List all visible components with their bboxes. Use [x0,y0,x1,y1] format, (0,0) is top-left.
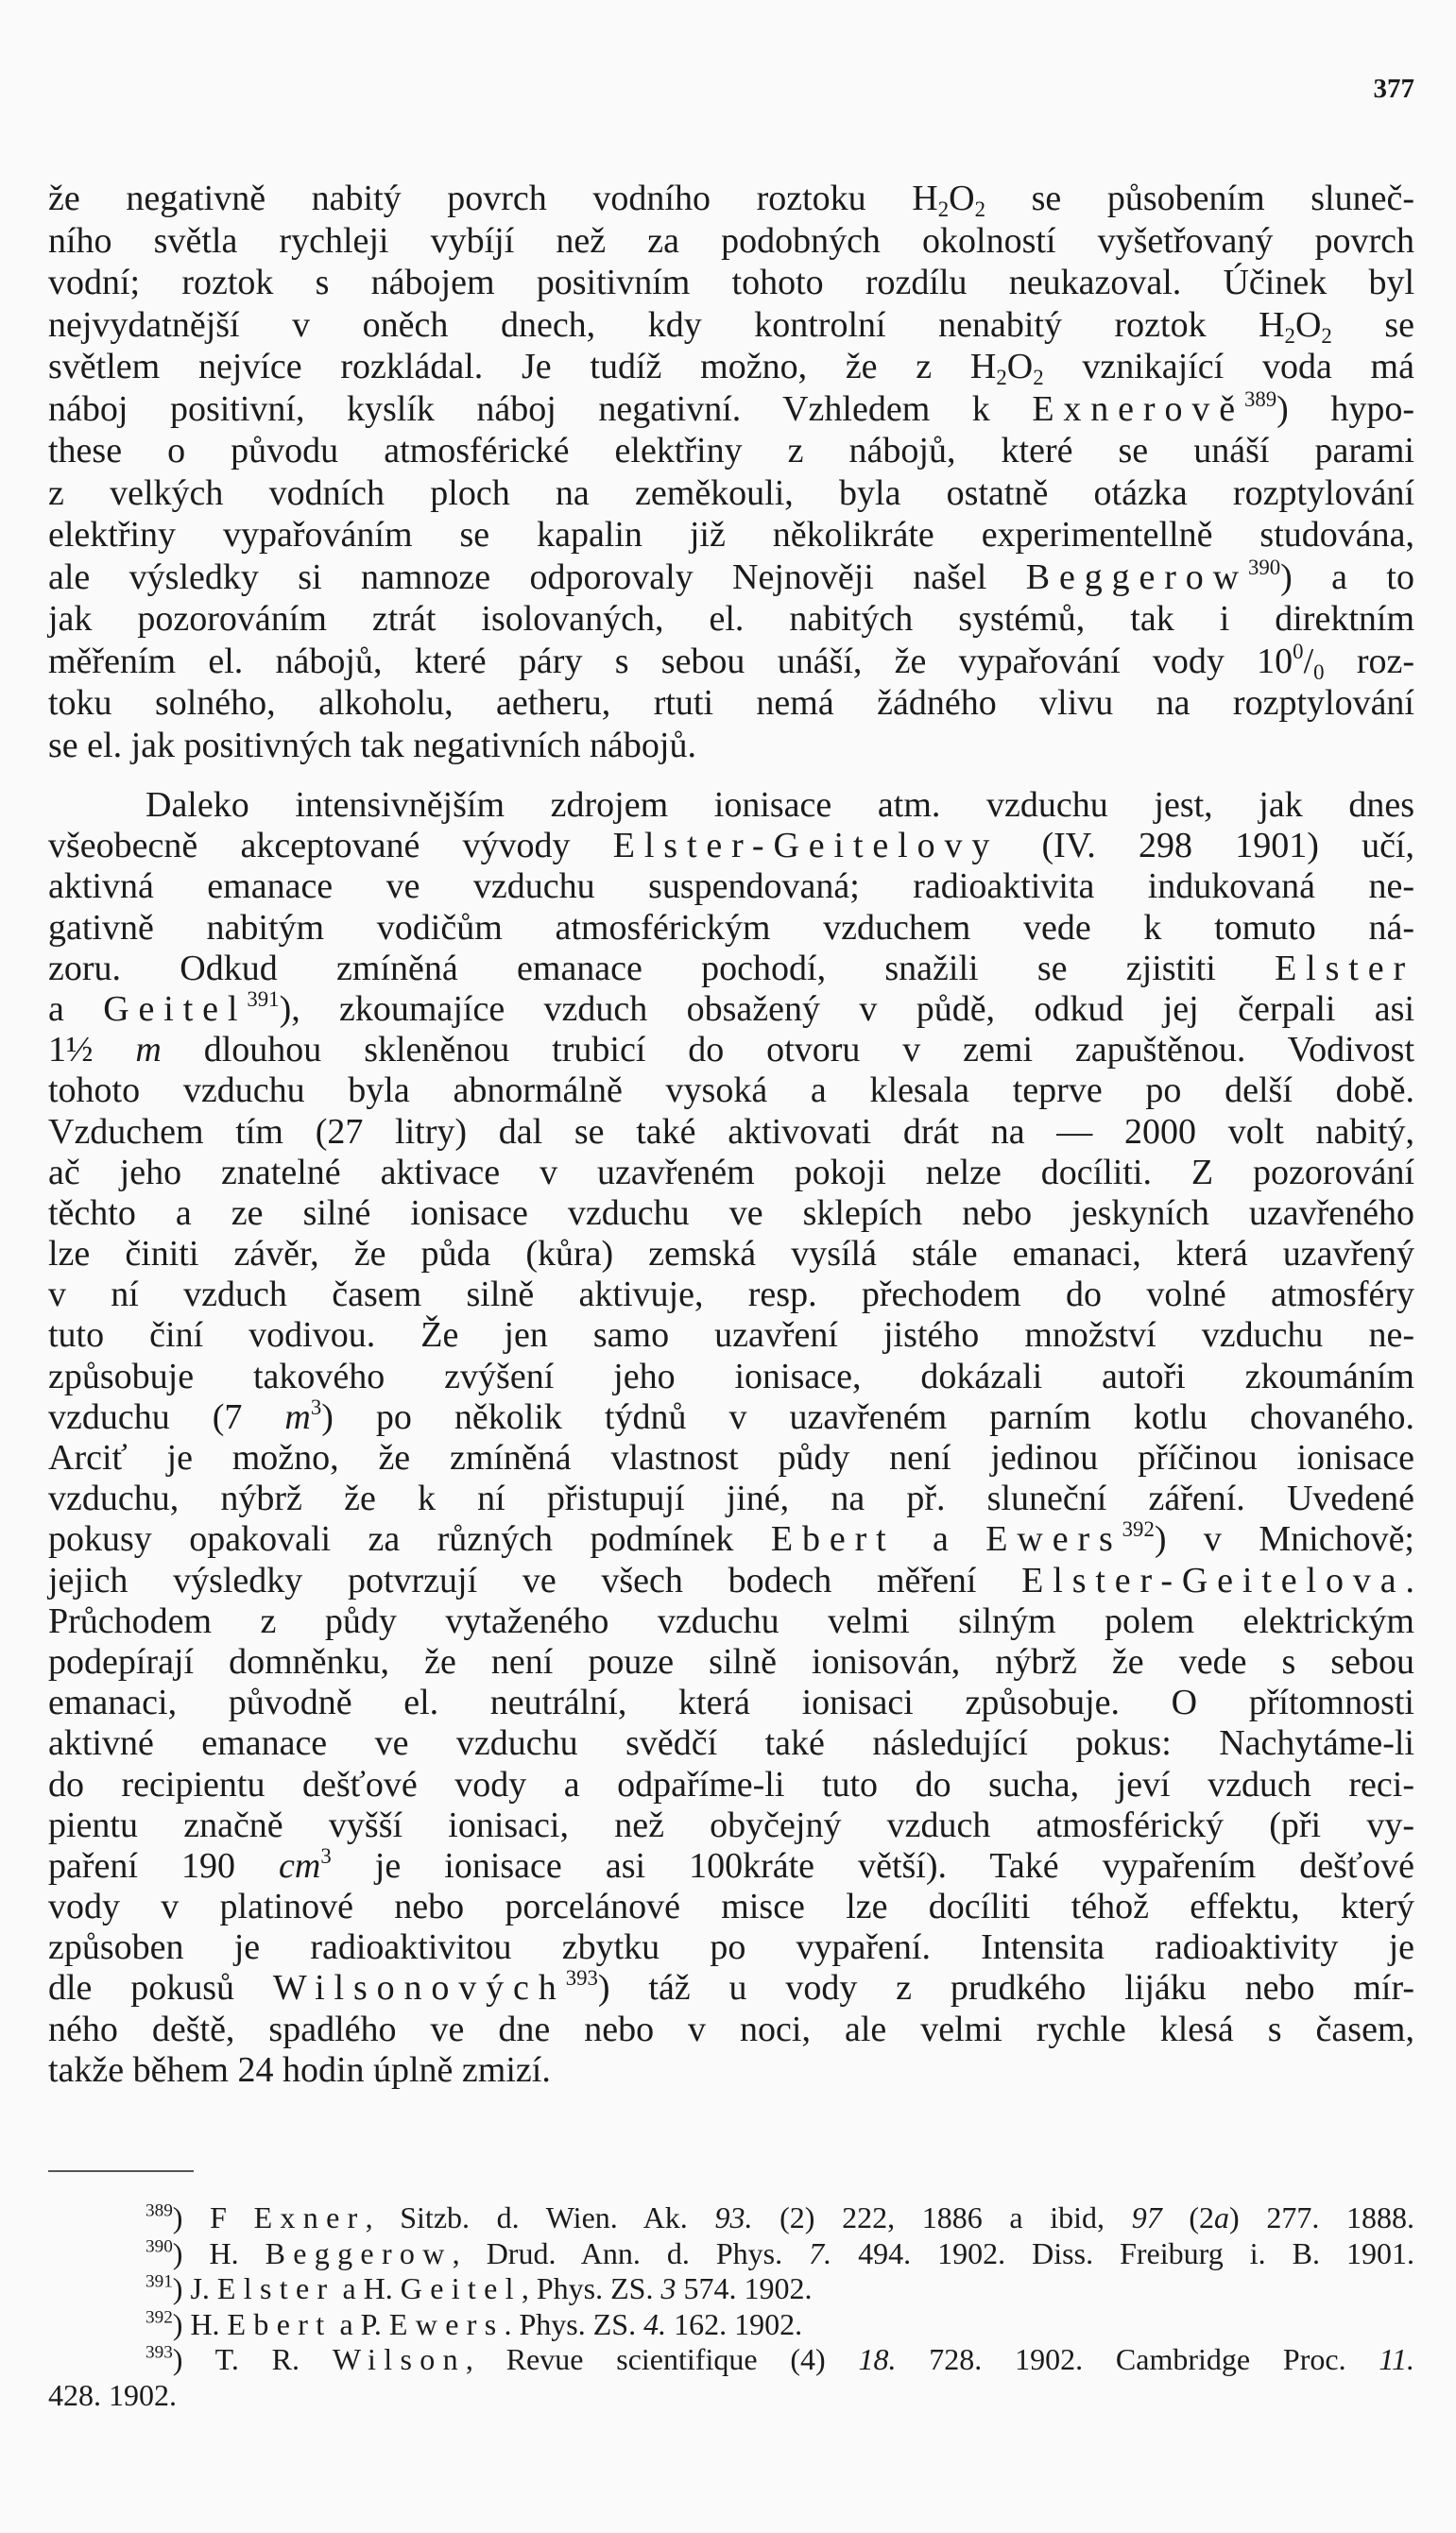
text-line [48,472,1414,515]
footnote-divider [48,2170,194,2172]
superscript: 393 [565,1966,598,1991]
text-run: Daleko intensivnějším zdrojem ionisace atm. vzduchu jest, jak dnes [146,785,1414,825]
text-run: / [1303,641,1314,681]
text-run: ale výsledky si namnoze odporovaly Nejnověji našel [48,556,1026,597]
text-run: ) 277. 1888. [1229,2200,1415,2234]
spaced-name: Elster-Geitelovy [612,826,1000,866]
italic-text: 18. [858,2342,897,2376]
text-run: a [895,1519,986,1560]
text-line [48,866,1414,907]
spaced-name: Elster [1275,948,1414,988]
text-line [48,1806,1414,1846]
superscript: 391 [247,987,280,1012]
italic-text: 3 [660,2271,677,2305]
text-run: Průchodem z půdy vytaženého vzduchu velmi silným polem elektrickým [48,1600,1414,1641]
text-run: O [1294,304,1322,345]
text-run: emanaci, původně el. neutrální, která ionisaci způsobuje. O přítomnosti [48,1683,1414,1723]
superscript: 391 [146,2271,173,2292]
spaced-name: Exner [253,2200,366,2234]
subscript: 2 [1033,365,1044,389]
subscript: 2 [937,197,950,221]
text-run: zoru. Odkud zmíněná emanace pochodí, snažili se zjistiti [48,948,1276,988]
text-run: měřením el. nábojů, které páry s sebou unáší, že vypařování vody 10 [48,641,1293,681]
text-line [48,908,1414,949]
text-run: se působením sluneč- [985,179,1415,218]
text-line [48,1561,1414,1601]
text-run: , Sitzb. d. Wien. Ak. [365,2200,715,2234]
text-run: jak pozorováním ztrát isolovaných, el. nabitých systémů, tak i direktním [48,599,1414,639]
text-line [48,641,1414,683]
spaced-name: Beggerow [265,2235,453,2270]
text-line [48,949,1414,989]
text-line [48,682,1414,725]
superscript: 392 [1122,1517,1155,1542]
text-line [48,178,1414,220]
footnote [48,2342,1414,2413]
footnote-line [48,2307,1414,2343]
text-run: podepírají domněnku, že není pouze silně ionisován, nýbrž že vede s sebou [48,1641,1414,1682]
text-run: , Phys. ZS. [521,2271,661,2305]
text-run: pokusy opakovali za různých podmínek [48,1519,771,1560]
footnote [48,2271,1414,2307]
text-run: paření 190 [48,1845,280,1886]
text-run: ) a to [1280,556,1414,597]
text-run: nejvydatnější v oněch dnech, kdy kontrolní nenabitý roztok H [48,304,1285,345]
paragraph [48,785,1414,2091]
spaced-name: Ebert [770,1519,896,1560]
text-run: a [48,988,104,1029]
footnote-line [48,2342,1414,2378]
superscript: 393 [146,2342,173,2363]
text-run: 1½ [48,1030,136,1070]
italic-text: a [1214,2200,1230,2234]
text-run: roz- [1324,641,1414,681]
superscript: 0 [1293,639,1304,663]
text-run: ) v Mnichově; [1154,1519,1414,1560]
text-run: aktivná emanace ve vzduchu suspendovaná; radioaktivita indukovaná ne- [48,866,1414,907]
text-run: pientu značně vyšší ionisaci, než obyčejný vzduch atmosférický (při vy- [48,1805,1414,1845]
text-run: do recipientu dešťové vody a odpaříme-li tuto do sucha, jeví vzduch reci- [48,1764,1414,1805]
text-run: ), zkoumajíce vzduch obsažený v půdě, odkud jej čerpali asi [279,988,1414,1029]
text-run: dlouhou skleněnou trubicí do otvoru v zemi zapuštěnou. Vodivost [161,1030,1415,1070]
text-run: ) H. [172,2306,228,2341]
text-run: tuto činí vodivou. Že jen samo uzavření jistého množství vzduchu ne- [48,1315,1414,1356]
text-run: světlem nejvíce rozkládal. Je tudíž možno, že z H [48,347,997,386]
text-run: ního světla rychleji vybíjí než za podobných okolností vyšetřovaný povrch [48,220,1414,261]
text-run: a H. [334,2271,401,2305]
text-run: tohoto vzduchu byla abnormálně vysoká a klesala teprve po delší době. [48,1070,1414,1111]
text-run: způsobuje takového zvýšení jeho ionisace, dokázali autoři zkoumáním [48,1356,1414,1396]
italic-text: m [284,1396,311,1437]
superscript: 3 [320,1844,332,1869]
text-line [48,1642,1414,1683]
text-line [48,514,1414,556]
text-run: se el. jak positivných tak negativních nábojů. [48,725,696,765]
footnote-line [48,2378,1414,2414]
text-run: aktivné emanace ve vzduchu svědčí také následující pokus: Nachytáme-li [48,1723,1414,1764]
text-run: Vzduchem tím (27 litry) dal se také aktivovati drát na — 2000 volt nabitý, [48,1111,1414,1152]
text-line [48,304,1414,347]
text-line [48,556,1414,599]
italic-text: 97 [1131,2200,1162,2234]
text-run: vznikající voda má [1043,347,1414,386]
text-run: 162. 1902. [666,2306,803,2341]
text-line [48,1193,1414,1234]
text-line [48,1030,1414,1070]
superscript: 389 [1243,386,1277,411]
text-line [48,1765,1414,1806]
text-run: (IV. 298 1901) učí, [999,826,1414,866]
text-run: 494. 1902. Diss. Freiburg i. B. 1901. [831,2235,1415,2270]
text-line [48,1153,1414,1193]
text-line [48,2050,1414,2091]
footnote [48,2200,1414,2236]
text-run: (2) 222, 1886 a ibid, [752,2200,1132,2234]
text-run: dle pokusů [48,1968,273,2009]
text-line [48,1070,1414,1111]
text-run: takže během 24 hodin úplně zmizí. [48,2049,551,2090]
text-run: ) po několik týdnů v uzavřeném parním kotlu chovaného. [321,1396,1414,1437]
text-line [48,1275,1414,1315]
text-line [48,598,1414,641]
text-run: ) táž u vody z prudkého lijáku nebo mír- [597,1968,1414,2009]
text-run: Arciť je možno, že zmíněná vlastnost půdy není jedinou příčinou ionisace [48,1438,1414,1478]
body-text [48,178,1414,2091]
text-line [48,2010,1414,2050]
text-line [48,262,1414,304]
text-run: . Phys. ZS. [504,2306,644,2341]
text-line [48,1357,1414,1397]
italic-text: 7. [809,2235,832,2270]
text-line [48,346,1414,388]
text-line [48,725,1414,767]
text-line [48,1887,1414,1927]
italic-text: 93. [714,2200,753,2234]
text-run: je ionisace asi 100kráte větší). Také vypařením dešťové [331,1845,1414,1886]
text-run: (2 [1161,2200,1215,2234]
text-line [48,1968,1414,2009]
text-run: 574. 1902. [676,2271,813,2305]
text-run: ) hypo- [1276,388,1414,429]
footnote-line [48,2200,1414,2236]
spaced-name: Ewers [388,2306,505,2341]
text-run: jejich výsledky potvrzují ve všech bodech měření [48,1560,1022,1600]
text-line [48,989,1414,1030]
spaced-name: Geitel [400,2271,522,2305]
subscript: 2 [1321,323,1332,348]
text-line [48,785,1414,826]
text-run: vody v platinové nebo porcelánové misce lze docíliti téhož effektu, který [48,1887,1414,1927]
text-run: že negativně nabitý povrch vodního roztoku H [48,179,938,218]
text-run: these o původu atmosférické elektřiny z nábojů, které se unáší parami [48,431,1414,471]
footnote [48,2236,1414,2272]
text-run: vodní; roztok s nábojem positivním tohoto rozdílu neukazoval. Účinek byl [48,263,1414,302]
text-line [48,220,1414,263]
footnotes [48,2200,1414,2413]
italic-text: 4. [643,2306,667,2341]
text-run: toku solného, alkoholu, aetheru, rtuti nemá žádného vlivu na rozptylování [48,683,1414,723]
spaced-name: Exnerově [1032,388,1244,429]
italic-text: m [135,1030,162,1070]
text-run: ) T. R. [172,2342,333,2376]
spaced-name: Wilsonových [272,1968,566,2009]
text-line [48,1397,1414,1438]
spaced-name: Geitel [103,988,248,1029]
text-line [48,826,1414,866]
text-run: ) F [172,2200,254,2234]
text-line [48,1683,1414,1723]
superscript: 392 [146,2307,173,2328]
text-line [48,1601,1414,1642]
text-line [48,1927,1414,1968]
page-number: 377 [1373,74,1414,104]
text-line [48,1315,1414,1356]
text-line [48,388,1414,431]
superscript: 389 [146,2200,173,2221]
text-run: z velkých vodních ploch na zeměkouli, byla ostatně otázka rozptylování [48,472,1414,513]
superscript: 390 [1247,555,1281,579]
subscript: 2 [996,365,1007,389]
text-run: ač jeho znatelné aktivace v uzavřeném pokoji nelze docíliti. Z pozorování [48,1152,1414,1192]
footnote [48,2307,1414,2343]
text-run: způsoben je radioaktivitou zbytku po vypaření. Intensita radioaktivity je [48,1927,1414,1968]
spaced-name: Beggerow [1025,556,1248,597]
text-run: ného deště, spadlého ve dne nebo v noci, ale velmi rychle klesá s časem, [48,2009,1414,2049]
text-run: lze činiti závěr, že půda (kůra) zemská vysílá stále emanaci, která uzavřený [48,1234,1414,1275]
text-run: . [1405,1560,1414,1600]
text-run: , Drud. Ann. d. Phys. [452,2235,810,2270]
text-run: O [1006,347,1034,386]
text-run: vzduchu (7 [48,1396,285,1437]
subscript: 2 [974,197,985,221]
text-line [48,1438,1414,1479]
text-line [48,1723,1414,1764]
text-run: , Revue scientifique (4) [465,2342,859,2376]
text-run: ) J. [172,2271,217,2305]
spaced-name: Elster [216,2271,335,2305]
text-run: elektřiny vypařováním se kapalin již několikráte experimentellně studována, [48,515,1414,555]
text-line [48,1479,1414,1519]
text-line [48,1112,1414,1153]
spaced-name: Elster-Geitelova [1021,1560,1406,1600]
text-run: gativně nabitým vodičům atmosférickým vzduchem vede k tomuto ná- [48,907,1414,948]
text-line [48,1519,1414,1560]
footnote-line [48,2236,1414,2272]
text-run: 728. 1902. Cambridge Proc. [896,2342,1379,2376]
superscript: 3 [310,1395,322,1419]
spaced-name: Wilson [332,2342,466,2376]
subscript: 0 [1313,659,1325,684]
text-run: ) H. [172,2235,266,2270]
italic-text: 11. [1379,2342,1415,2376]
text-line [48,1234,1414,1275]
superscript: 390 [146,2236,173,2257]
spaced-name: Ewers [985,1519,1122,1560]
footnote-line [48,2271,1414,2307]
text-run: v ní vzduch časem silně aktivuje, resp. přechodem do volné atmosféry [48,1275,1414,1315]
text-line [48,1846,1414,1887]
text-run: vzduchu, nýbrž že k ní přistupují jiné, na př. sluneční záření. Uvedené [48,1479,1414,1519]
spaced-name: Ebert [227,2306,333,2341]
text-line [48,430,1414,472]
text-run: těchto a ze silné ionisace vzduchu ve sklepích nebo jeskyních uzavřeného [48,1192,1414,1233]
text-run: všeobecně akceptované vývody [48,826,613,866]
text-run: O [949,179,975,218]
text-run: 428. 1902. [48,2377,177,2412]
text-run: a P. [332,2306,389,2341]
italic-text: cm [279,1845,321,1886]
text-run: se [1331,304,1414,345]
paragraph [48,178,1414,766]
subscript: 2 [1284,323,1295,348]
text-run: náboj positivní, kyslík náboj negativní. Vzhledem k [48,388,1033,429]
